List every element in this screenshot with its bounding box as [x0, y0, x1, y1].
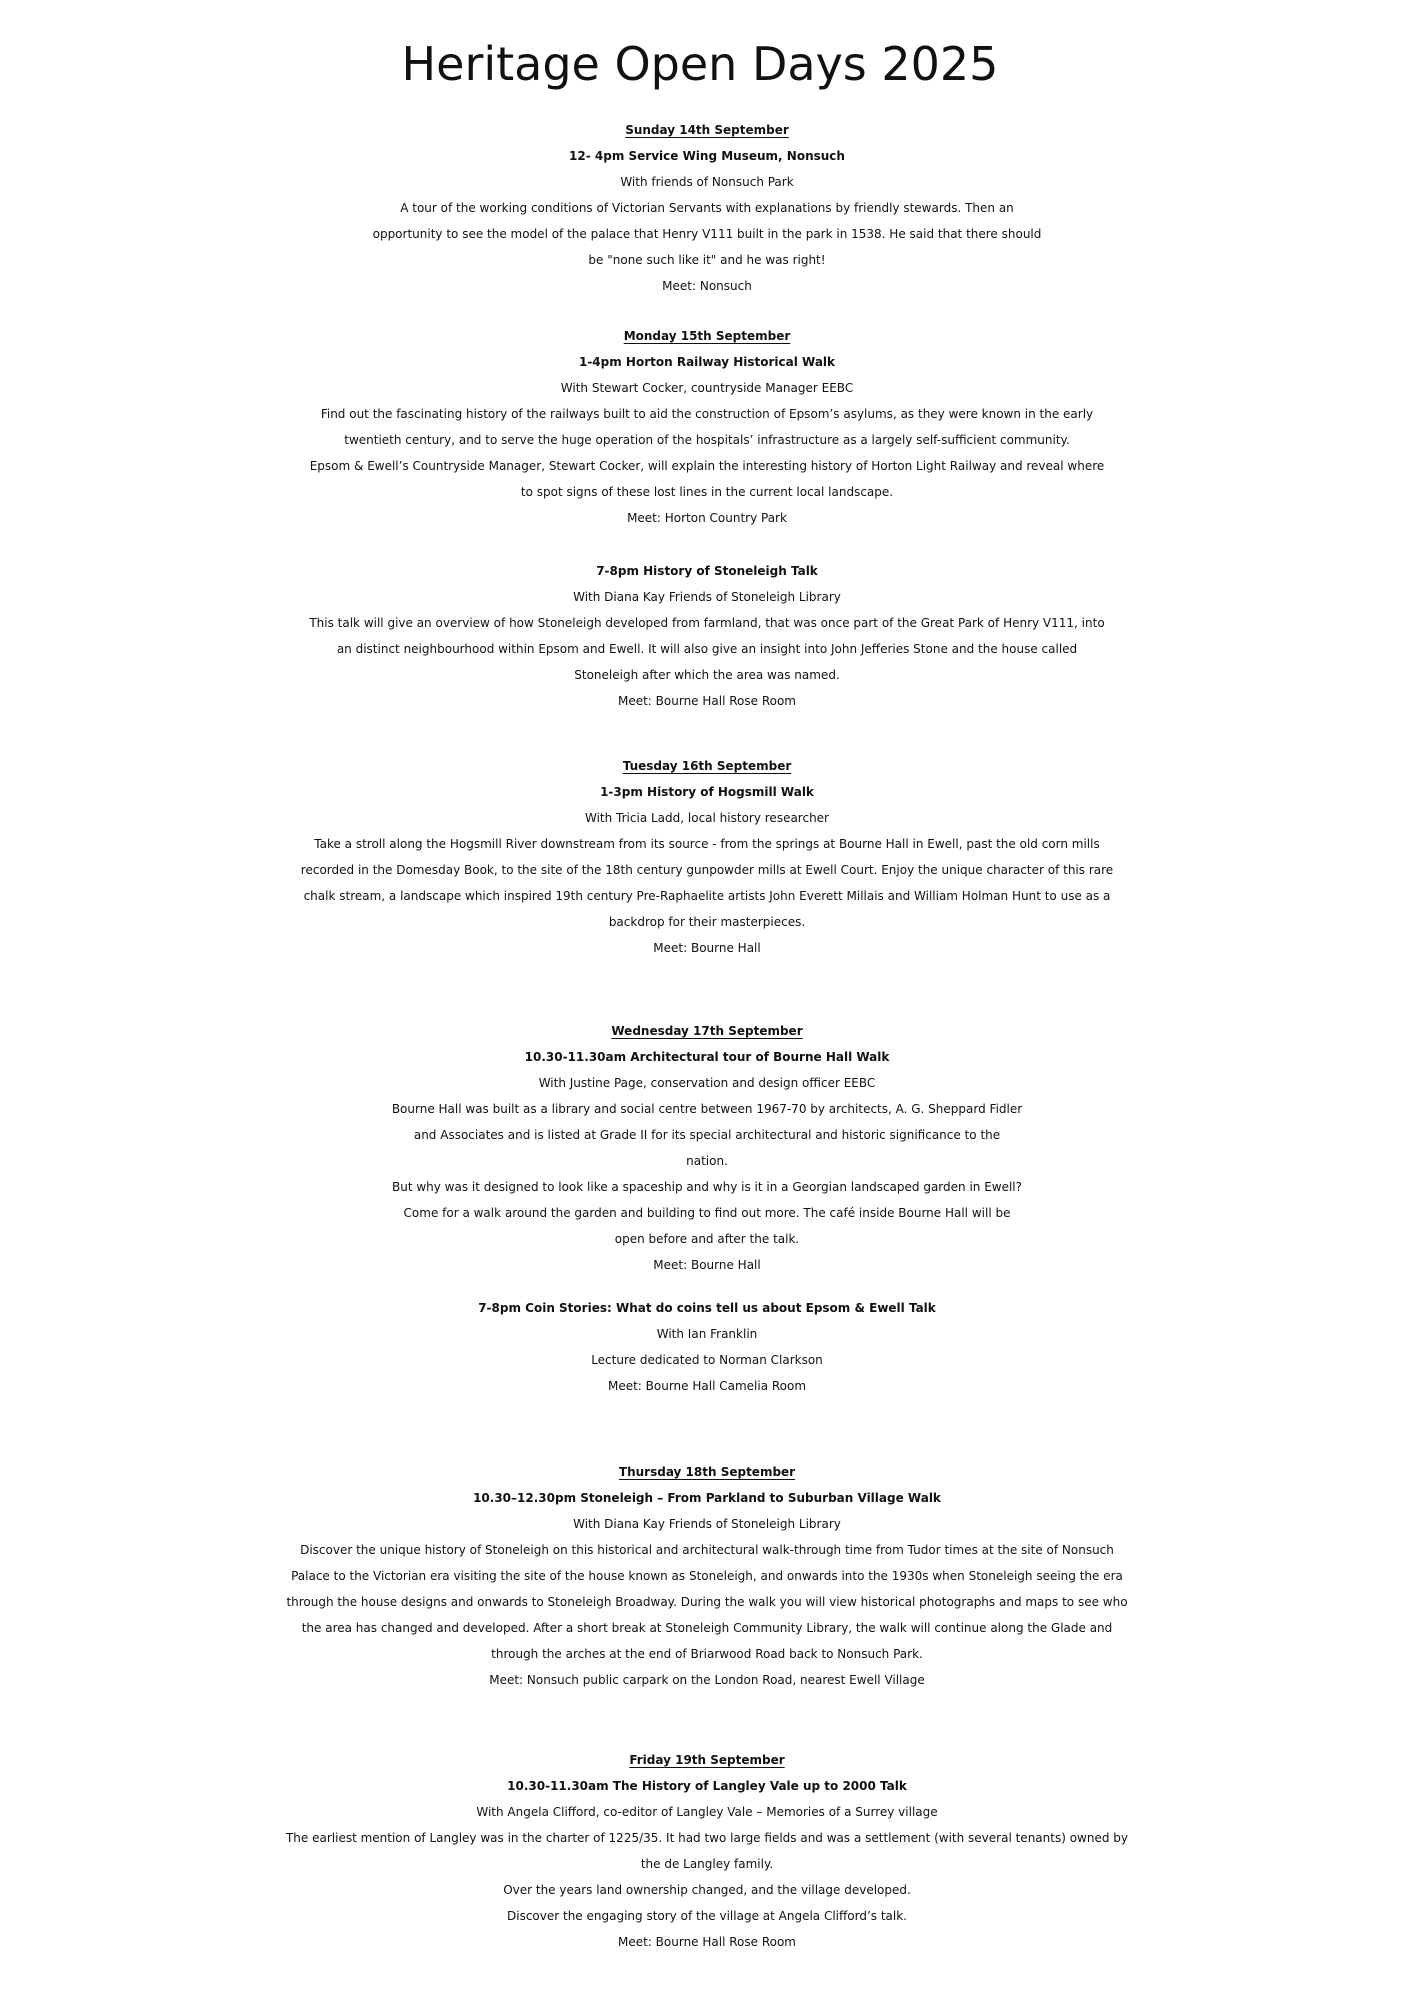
- event-block: [0, 558, 1414, 714]
- event-description-line: be "none such like it" and he was right!: [588, 253, 826, 267]
- event-title: 12- 4pm Service Wing Museum, Nonsuch: [569, 149, 845, 163]
- event-description-line: the area has changed and developed. After a short break at Stoneleigh Community Library, the walk will continue along the Glade and: [301, 1621, 1113, 1635]
- event-description-line: Take a stroll along the Hogsmill River downstream from its source - from the springs at Bourne Hall in Ewell, past the old corn mills: [314, 837, 1100, 851]
- event-block: [0, 1295, 1414, 1399]
- event-description-line: Stoneleigh after which the area was named.: [574, 668, 840, 682]
- event-description-line: Come for a walk around the garden and building to find out more. The café inside Bourne Hall will be: [403, 1206, 1011, 1220]
- event-meeting-point: Meet: Nonsuch public carpark on the London Road, nearest Ewell Village: [489, 1673, 925, 1687]
- event-meeting-point: Meet: Horton Country Park: [627, 511, 787, 525]
- event-title: 1-4pm Horton Railway Historical Walk: [578, 355, 836, 369]
- event-host: With Justine Page, conservation and design officer EEBC: [538, 1076, 876, 1090]
- event-title: 1-3pm History of Hogsmill Walk: [600, 785, 814, 799]
- event-block: [0, 323, 1414, 531]
- event-description-line: recorded in the Domesday Book, to the site of the 18th century gunpowder mills at Ewell Court. Enjoy the unique character of this rare: [300, 863, 1114, 877]
- event-block: [0, 1459, 1414, 1693]
- event-title: 7-8pm History of Stoneleigh Talk: [596, 564, 818, 578]
- event-host: With Tricia Ladd, local history researcher: [585, 811, 829, 825]
- event-block: [0, 117, 1414, 299]
- event-description-line: and Associates and is listed at Grade II for its special architectural and historic significance to the: [413, 1128, 1001, 1142]
- event-description-line: Palace to the Victorian era visiting the site of the house known as Stoneleigh, and onwards into the 1930s when Stoneleigh seeing the era: [291, 1569, 1123, 1583]
- event-meeting-point: Meet: Bourne Hall Rose Room: [617, 1935, 796, 1949]
- event-description-line: through the arches at the end of Briarwood Road back to Nonsuch Park.: [491, 1647, 923, 1661]
- event-meeting-point: Meet: Bourne Hall Rose Room: [617, 694, 796, 708]
- day-heading: Monday 15th September: [623, 329, 791, 343]
- day-heading: Thursday 18th September: [618, 1465, 796, 1479]
- event-description-line: Find out the fascinating history of the railways built to aid the construction of Epsom’s asylums, as they were known in the early: [320, 407, 1094, 421]
- event-host: With friends of Nonsuch Park: [620, 175, 794, 189]
- event-title: 7-8pm Coin Stories: What do coins tell us about Epsom & Ewell Talk: [478, 1301, 936, 1315]
- event-description-line: Discover the unique history of Stoneleigh on this historical and architectural walk-through time from Tudor times at the site of Nonsuch: [300, 1543, 1114, 1557]
- event-description-line: nation.: [686, 1154, 728, 1168]
- event-host: With Angela Clifford, co-editor of Langley Vale – Memories of a Surrey village: [476, 1805, 938, 1819]
- day-heading: Tuesday 16th September: [622, 759, 792, 773]
- event-meeting-point: Meet: Bourne Hall Camelia Room: [607, 1379, 807, 1393]
- event-title: 10.30-11.30am Architectural tour of Bourne Hall Walk: [524, 1050, 890, 1064]
- event-description-line: to spot signs of these lost lines in the current local landscape.: [520, 485, 894, 499]
- event-meeting-point: Meet: Nonsuch: [662, 279, 752, 293]
- event-description-line: But why was it designed to look like a spaceship and why is it in a Georgian landscaped garden in Ewell?: [391, 1180, 1023, 1194]
- event-description-line: open before and after the talk.: [614, 1232, 800, 1246]
- event-host: With Diana Kay Friends of Stoneleigh Library: [573, 590, 841, 604]
- day-heading: Sunday 14th September: [625, 123, 789, 137]
- event-description-line: through the house designs and onwards to Stoneleigh Broadway. During the walk you will view historical photographs and maps to see who: [286, 1595, 1128, 1609]
- event-meeting-point: Meet: Bourne Hall: [653, 1258, 761, 1272]
- event-block: [0, 1018, 1414, 1278]
- event-host: With Ian Franklin: [656, 1327, 758, 1341]
- event-description-line: the de Langley family.: [640, 1857, 774, 1871]
- event-title: 10.30–12.30pm Stoneleigh – From Parkland to Suburban Village Walk: [473, 1491, 941, 1505]
- event-description-line: The earliest mention of Langley was in the charter of 1225/35. It had two large fields and was a settlement (with several tenants) owned by: [285, 1831, 1129, 1845]
- event-description-line: backdrop for their masterpieces.: [608, 915, 806, 929]
- event-description-line: an distinct neighbourhood within Epsom and Ewell. It will also give an insight into John Jefferies Stone and the house called: [336, 642, 1078, 656]
- event-description-line: Epsom & Ewell’s Countryside Manager, Stewart Cocker, will explain the interesting history of Horton Light Railway and reveal where: [309, 459, 1105, 473]
- event-meeting-point: Meet: Bourne Hall: [653, 941, 761, 955]
- event-description-line: Discover the engaging story of the village at Angela Clifford’s talk.: [507, 1909, 907, 1923]
- event-description-line: A tour of the working conditions of Victorian Servants with explanations by friendly stewards. Then an: [400, 201, 1014, 215]
- event-title: 10.30-11.30am The History of Langley Vale up to 2000 Talk: [507, 1779, 907, 1793]
- event-block: [0, 753, 1414, 961]
- event-host: With Stewart Cocker, countryside Manager EEBC: [560, 381, 854, 395]
- day-heading: Wednesday 17th September: [611, 1024, 803, 1038]
- page-title: Heritage Open Days 2025: [401, 37, 999, 91]
- event-description-line: opportunity to see the model of the palace that Henry V111 built in the park in 1538. He said that there should: [372, 227, 1042, 241]
- event-description-line: This talk will give an overview of how Stoneleigh developed from farmland, that was once part of the Great Park of Henry V111, into: [309, 616, 1105, 630]
- event-description-line: Lecture dedicated to Norman Clarkson: [591, 1353, 823, 1367]
- event-block: [0, 1747, 1414, 1955]
- event-description-line: twentieth century, and to serve the huge operation of the hospitals’ infrastructure as a largely self-sufficient community.: [344, 433, 1070, 447]
- day-heading: Friday 19th September: [629, 1753, 785, 1767]
- event-description-line: Bourne Hall was built as a library and social centre between 1967-70 by architects, A. G. Sheppard Fidler: [391, 1102, 1023, 1116]
- event-host: With Diana Kay Friends of Stoneleigh Library: [573, 1517, 841, 1531]
- event-description-line: Over the years land ownership changed, and the village developed.: [503, 1883, 911, 1897]
- event-description-line: chalk stream, a landscape which inspired 19th century Pre-Raphaelite artists John Everett Millais and William Holman Hunt to use as a: [303, 889, 1111, 903]
